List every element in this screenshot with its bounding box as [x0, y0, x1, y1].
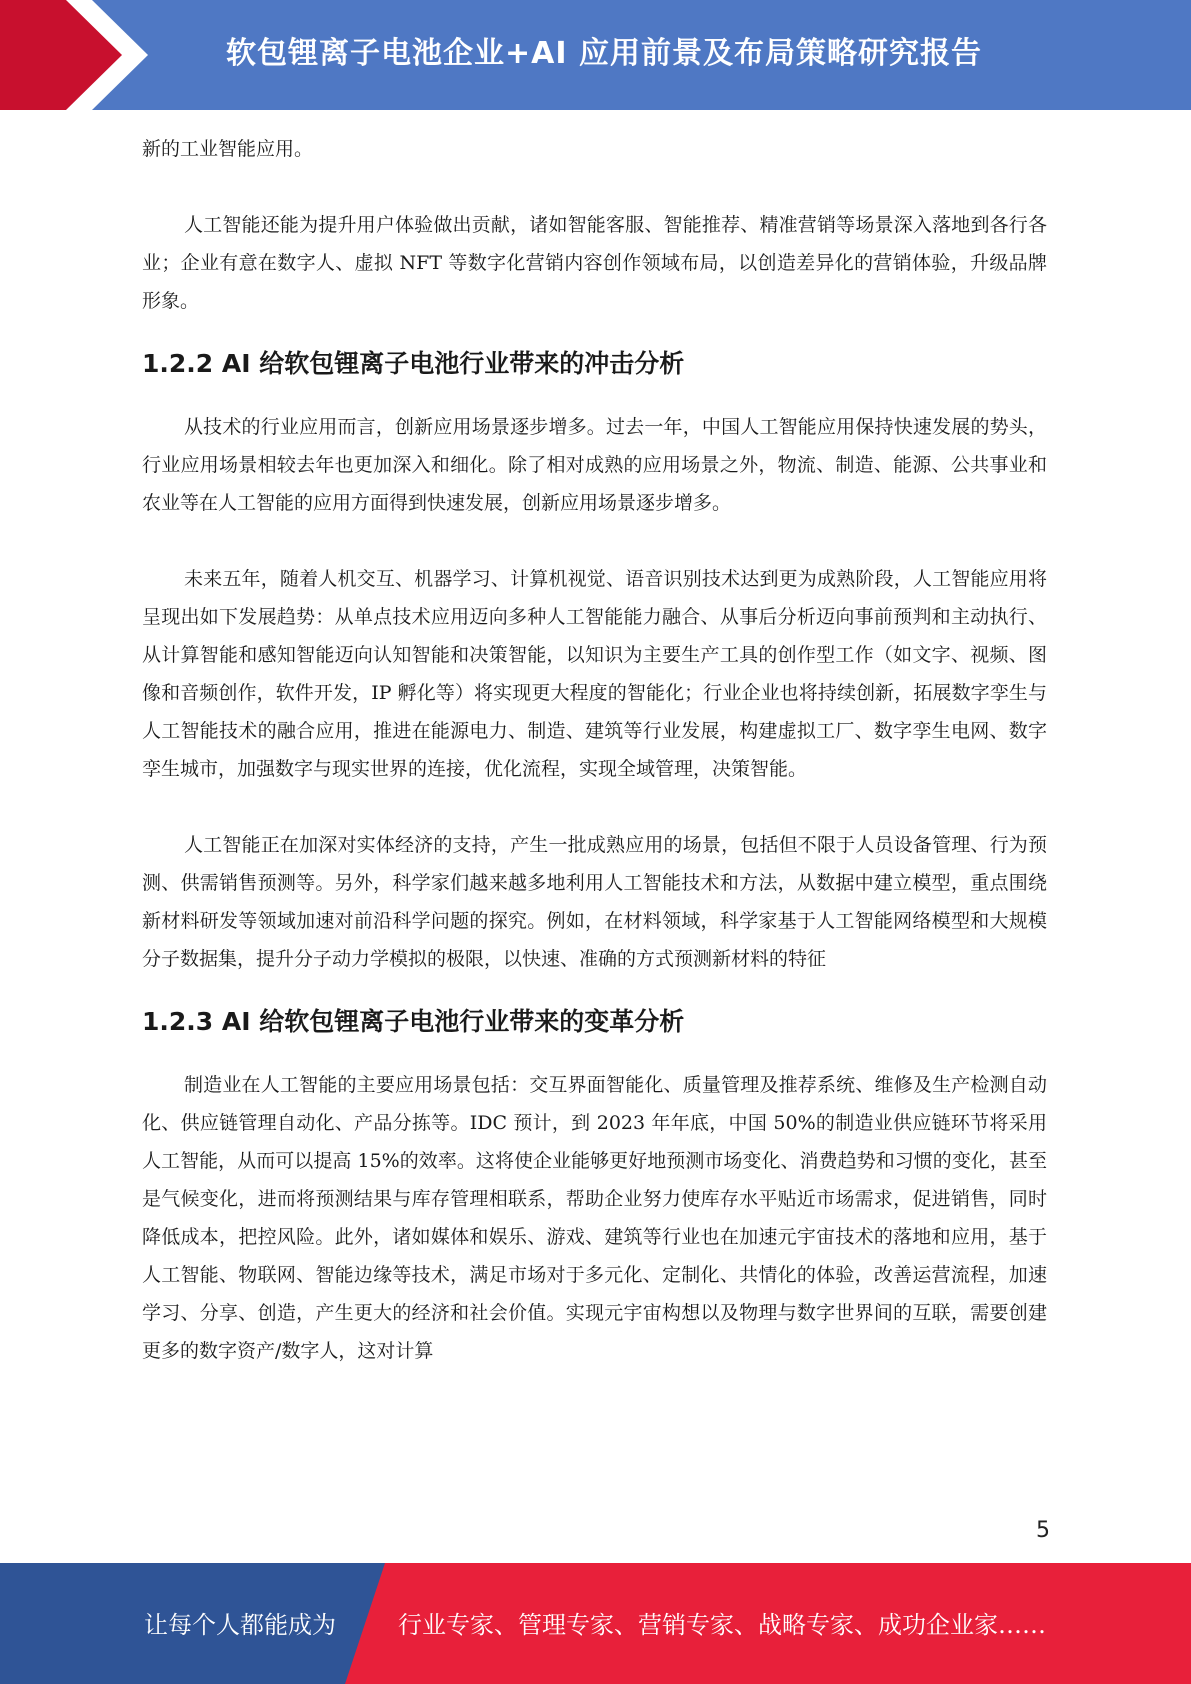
page-number: 5	[1036, 1518, 1050, 1543]
paragraph-6: 制造业在人工智能的主要应用场景包括：交互界面智能化、质量管理及推荐系统、维修及生产检测自动化、供应链管理自动化、产品分拣等。IDC 预计，到 2023 年年底，中国 50%的制造业供应链环节将采用人工智能，从而可以提高 15%的效率。这将使企业能够更好地预测市场变化、消费趋势和习惯的变化，甚至是气候变化，进而将预测结果与库存管理相联系，帮助企业努力使库存水平贴近市场需求，促进销售，同时降低成本，把控风险。此外，诸如媒体和娱乐、游戏、建筑等行业也在加速元宇宙技术的落地和应用，基于人工智能、物联网、智能边缘等技术，满足市场对于多元化、定制化、共情化的体验，改善运营流程，加速学习、分享、创造，产生更大的经济和社会价值。实现元宇宙构想以及物理与数字世界间的互联，需要创建更多的数字资产/数字人，这对计算	[142, 1074, 1047, 1362]
paragraph-3: 从技术的行业应用而言，创新应用场景逐步增多。过去一年，中国人工智能应用保持快速发展的势头，行业应用场景相较去年也更加深入和细化。除了相对成熟的应用场景之外，物流、制造、能源、公共事业和农业等在人工智能的应用方面得到快速发展，创新应用场景逐步增多。	[142, 416, 1047, 514]
paragraph-1: 新的工业智能应用。	[142, 138, 314, 160]
footer-slogan-left: 让每个人都能成为	[144, 1611, 336, 1639]
section-heading-1-2-3: 1.2.3 AI 给软包锂离子电池行业带来的变革分析	[142, 1007, 685, 1036]
footer-slogan-right: 行业专家、管理专家、营销专家、战略专家、成功企业家……	[398, 1611, 1046, 1639]
section-heading-1-2-2: 1.2.2 AI 给软包锂离子电池行业带来的冲击分析	[142, 349, 685, 378]
page-header	[0, 0, 1191, 110]
page-footer	[0, 1563, 1191, 1684]
report-title: 软包锂离子电池企业+AI 应用前景及布局策略研究报告	[226, 36, 982, 71]
paragraph-2: 人工智能还能为提升用户体验做出贡献，诸如智能客服、智能推荐、精准营销等场景深入落地到各行各业；企业有意在数字人、虚拟 NFT 等数字化营销内容创作领域布局，以创造差异化的营销体验，升级品牌形象。	[142, 214, 1047, 312]
paragraph-5: 人工智能正在加深对实体经济的支持，产生一批成熟应用的场景，包括但不限于人员设备管理、行为预测、供需销售预测等。另外，科学家们越来越多地利用人工智能技术和方法，从数据中建立模型，重点围绕新材料研发等领域加速对前沿科学问题的探究。例如，在材料领域，科学家基于人工智能网络模型和大规模分子数据集，提升分子动力学模拟的极限，以快速、准确的方式预测新材料的特征	[142, 834, 1047, 970]
paragraph-4: 未来五年，随着人机交互、机器学习、计算机视觉、语音识别技术达到更为成熟阶段，人工智能应用将呈现出如下发展趋势：从单点技术应用迈向多种人工智能能力融合、从事后分析迈向事前预判和主动执行、从计算智能和感知智能迈向认知智能和决策智能，以知识为主要生产工具的创作型工作（如文字、视频、图像和音频创作，软件开发，IP 孵化等）将实现更大程度的智能化；行业企业也将持续创新，拓展数字孪生与人工智能技术的融合应用，推进在能源电力、制造、建筑等行业发展，构建虚拟工厂、数字孪生电网、数字孪生城市，加强数字与现实世界的连接，优化流程，实现全域管理，决策智能。	[142, 568, 1047, 780]
page-content	[142, 130, 1047, 1370]
